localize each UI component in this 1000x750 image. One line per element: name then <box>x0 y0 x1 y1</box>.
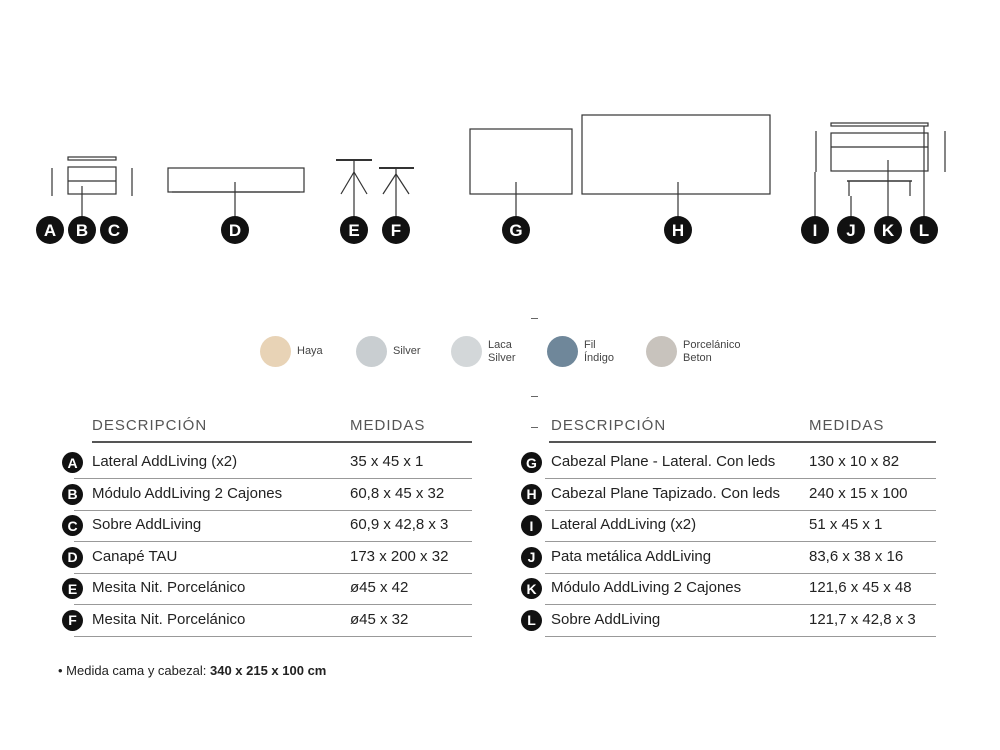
footnote <box>58 663 326 678</box>
row-description: Mesita Nit. Porcelánico <box>92 579 246 596</box>
left-header-rule <box>92 441 472 443</box>
finish-silver <box>356 336 421 367</box>
finish-silver-label: Silver <box>393 345 421 357</box>
row-description: Pata metálica AddLiving <box>551 547 712 565</box>
part-l-shape <box>831 123 928 126</box>
left-measures-table <box>62 417 474 637</box>
row-key-badge: L <box>521 610 542 631</box>
badge-d-label: D <box>228 221 242 240</box>
finish-porcelanico-beton-line1: Porcelánico <box>683 338 741 351</box>
row-key-badge: B <box>62 484 83 505</box>
row-description: Sobre AddLiving <box>92 516 202 533</box>
table-row <box>521 543 941 574</box>
badge-i-label: I <box>812 221 818 240</box>
divider-dash <box>531 318 538 319</box>
finish-haya-label: Haya <box>297 345 323 357</box>
table-row <box>62 574 482 605</box>
table-row <box>62 511 482 542</box>
finish-silver-swatch <box>356 336 387 367</box>
row-measures: 240 x 15 x 100 <box>809 484 908 502</box>
badge-e-label: E <box>348 221 360 240</box>
row-measures: 51 x 45 x 1 <box>809 516 883 533</box>
row-description: Sobre AddLiving <box>551 610 661 628</box>
row-key-badge: I <box>521 515 542 536</box>
row-description: Canapé TAU <box>92 547 178 565</box>
row-description: Mesita Nit. Porcelánico <box>92 610 246 628</box>
footnote-label: • Medida cama y cabezal: <box>58 663 207 678</box>
table-row <box>521 511 941 542</box>
finish-haya <box>260 336 323 367</box>
row-description: Módulo AddLiving 2 Cajones <box>92 484 283 502</box>
table-row <box>62 543 482 574</box>
row-measures: 173 x 200 x 32 <box>350 547 449 565</box>
table-row <box>62 606 482 637</box>
row-key-badge: K <box>521 578 542 599</box>
badge-j-label: J <box>846 221 856 240</box>
finish-laca-silver-swatch <box>451 336 482 367</box>
badge-h-label: H <box>671 221 685 240</box>
table-row <box>521 574 941 605</box>
part-g-shape <box>470 129 572 194</box>
row-measures: 35 x 45 x 1 <box>350 453 424 470</box>
finish-fil-indigo <box>547 336 614 367</box>
row-key-badge: H <box>521 484 542 505</box>
part-d-shape <box>168 168 304 192</box>
right-header-rule <box>549 441 936 443</box>
table-row <box>521 480 941 511</box>
part-k-shape <box>831 133 928 171</box>
table-row <box>521 448 941 479</box>
finish-laca-silver-line1: Laca <box>488 338 512 351</box>
finish-fil-indigo-line1: Fil <box>584 338 596 351</box>
finish-fil-indigo-swatch <box>547 336 578 367</box>
row-measures: ø45 x 42 <box>350 579 409 596</box>
divider-dash <box>531 396 538 397</box>
row-description: Cabezal Plane - Lateral. Con leds <box>551 453 776 470</box>
row-key-badge: D <box>62 547 83 568</box>
row-description: Lateral AddLiving (x2) <box>92 453 238 470</box>
part-c-shape <box>68 157 116 160</box>
finish-laca-silver-label <box>488 339 516 365</box>
badge-g-label: G <box>509 221 523 240</box>
finish-fil-indigo-line2: Índigo <box>584 351 614 364</box>
row-rule <box>74 636 472 637</box>
row-key-badge: C <box>62 515 83 536</box>
row-measures: 60,8 x 45 x 32 <box>350 484 445 502</box>
finish-haya-swatch <box>260 336 291 367</box>
finishes-row <box>0 333 1000 373</box>
row-key-badge: E <box>62 578 83 599</box>
badge-a-label: A <box>43 221 57 240</box>
finish-porcelanico-beton-label <box>683 339 740 365</box>
badge-b-label: B <box>75 221 89 240</box>
table-row <box>521 606 941 637</box>
footnote-value: 340 x 215 x 100 cm <box>209 663 327 678</box>
row-description: Lateral AddLiving (x2) <box>551 516 697 533</box>
badge-l-label: L <box>918 221 930 240</box>
finish-porcelanico-beton-swatch <box>646 336 677 367</box>
row-measures: 83,6 x 38 x 16 <box>809 547 904 565</box>
finish-fil-indigo-label <box>584 339 614 365</box>
left-header-measures: MEDIDAS <box>350 417 426 434</box>
right-header-measures: MEDIDAS <box>809 417 885 434</box>
row-key-badge: J <box>521 547 542 568</box>
finish-laca-silver <box>451 336 516 367</box>
finish-laca-silver-line2: Silver <box>488 351 516 364</box>
finish-porcelanico-beton-line2: Beton <box>683 351 712 364</box>
row-measures: 121,7 x 42,8 x 3 <box>809 610 916 628</box>
table-row <box>62 448 482 479</box>
right-header-description: DESCRIPCIÓN <box>551 417 667 434</box>
row-measures: 121,6 x 45 x 48 <box>809 579 912 596</box>
left-header-description: DESCRIPCIÓN <box>92 417 208 434</box>
row-measures: 60,9 x 42,8 x 3 <box>350 516 449 533</box>
row-rule <box>545 636 936 637</box>
furniture-diagram <box>0 0 1000 260</box>
right-measures-table <box>521 417 939 637</box>
table-row <box>62 480 482 511</box>
row-measures: 130 x 10 x 82 <box>809 453 900 470</box>
finish-porcelanico-beton <box>646 336 740 367</box>
row-description: Módulo AddLiving 2 Cajones <box>551 579 742 596</box>
row-key-badge: G <box>521 452 542 473</box>
part-h-shape <box>582 115 770 194</box>
row-key-badge: F <box>62 610 83 631</box>
badge-c-label: C <box>107 221 121 240</box>
row-key-badge: A <box>62 452 83 473</box>
badge-f-label: F <box>390 221 402 240</box>
badge-k-label: K <box>881 221 895 240</box>
row-description: Cabezal Plane Tapizado. Con leds <box>551 484 781 502</box>
row-measures: ø45 x 32 <box>350 610 409 628</box>
